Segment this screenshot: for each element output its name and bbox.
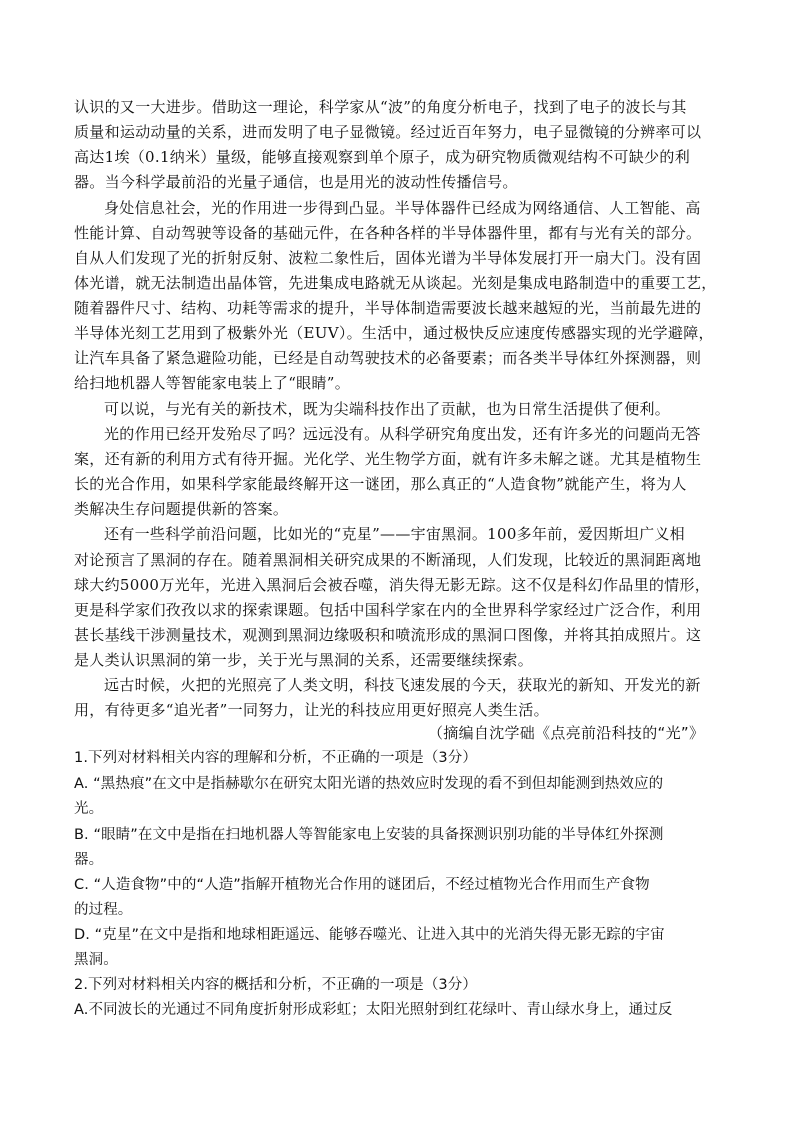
question-1-option-d: D. “克星”在文中是指和地球相距遥远、能够吞噬光、让进入其中的光消失得无影无踪的宇宙 [74, 927, 665, 943]
passage-line: 自从人们发现了光的折射反射、波粒二象性后，固体光谱为半导体发展打开一扇大门。没有固 [74, 249, 702, 267]
source-citation: （摘编自沈学础《点亮前沿科技的“光”》 [428, 724, 705, 742]
question-2-stem: 2.下列对材料相关内容的概括和分析，不正确的一项是（3分） [74, 977, 477, 993]
passage-line: 随着器件尺寸、结构、功耗等需求的提升，半导体制造需要波长越来越短的光，当前最先进的 [74, 299, 702, 317]
passage-line: 还有一些科学前沿问题，比如光的“克星”——宇宙黑洞。100多年前，爱因斯坦广义相 [104, 525, 685, 543]
passage-line: 性能计算、自动驾驶等设备的基础元件，在各种各样的半导体器件里，都有与光有关的部分。 [74, 224, 702, 242]
passage-line: 可以说，与光有关的新技术，既为尖端科技作出了贡献，也为日常生活提供了便利。 [104, 400, 671, 418]
passage-line: 认识的又一大进步。借助这一理论，科学家从“波”的角度分析电子，找到了电子的波长与其 [74, 98, 687, 116]
question-1-option-a-cont: 光。 [74, 801, 104, 817]
passage-line: 更是科学家们孜孜以求的探索课题。包括中国科学家在内的全世界科学家经过广泛合作，利用 [74, 601, 702, 619]
passage-line: 体光谱，就无法制造出晶体管，先进集成电路就无从谈起。光刻是集成电路制造中的重要工艺， [74, 274, 717, 292]
passage-line: 质量和运动动量的关系，进而发明了电子显微镜。经过近百年努力，电子显微镜的分辨率可以 [74, 123, 702, 141]
question-1-option-b: B. “眼睛”在文中是指在扫地机器人等智能家电上安装的具备探测识别功能的半导体红外探测 [74, 827, 664, 843]
passage-line: 让汽车具备了紧急避险功能，已经是自动驾驶技术的必备要素；而各类半导体红外探测器，则 [74, 349, 702, 367]
question-1-option-d-cont: 黑洞。 [74, 952, 118, 968]
passage-line: 光的作用已经开发殆尽了吗？远远没有。从科学研究角度出发，还有许多光的问题尚无答 [104, 425, 701, 443]
question-1-stem: 1.下列对材料相关内容的理解和分析，不正确的一项是（3分） [74, 750, 477, 766]
passage-line: 案，还有新的利用方式有待开掘。光化学、光生物学方面，就有许多未解之谜。尤其是植物生 [74, 450, 702, 468]
question-1-option-c: C. “人造食物”中的“人造”指解开植物光合作用的谜团后，不经过植物光合作用而生产食物 [74, 877, 650, 893]
passage-line: 给扫地机器人等智能家电装上了“眼睛”。 [74, 374, 351, 392]
passage-line: 用，有待更多“追光者”一同努力，让光的科技应用更好照亮人类生活。 [74, 701, 549, 719]
passage-line: 高达1埃（0.1纳米）量级，能够直接观察到单个原子，成为研究物质微观结构不可缺少的利 [74, 148, 691, 166]
passage-line: 对论预言了黑洞的存在。随着黑洞相关研究成果的不断涌现，人们发现，比较近的黑洞距离地 [74, 551, 702, 569]
passage-line: 长的光合作用，如果科学家能最终解开这一谜团，那么真正的“人造食物”就能产生，将为人 [74, 475, 687, 493]
passage-line: 半导体光刻工艺用到了极紫外光（EUV）。生活中，通过极快反应速度传感器实现的光学避障， [74, 324, 714, 342]
passage-line: 远古时候，火把的光照亮了人类文明，科技飞速发展的今天，获取光的新知、开发光的新 [104, 676, 701, 694]
passage-line: 是人类认识黑洞的第一步，关于光与黑洞的关系，还需要继续探索。 [74, 651, 534, 669]
passage-line: 类解决生存问题提供新的答案。 [74, 500, 289, 518]
question-2-option-a: A.不同波长的光通过不同角度折射形成彩虹；太阳光照射到红花绿叶、青山绿水身上，通过反 [74, 1002, 673, 1018]
question-1-option-b-cont: 器。 [74, 852, 104, 868]
passage-line: 身处信息社会，光的作用进一步得到凸显。半导体器件已经成为网络通信、人工智能、高 [104, 199, 701, 217]
question-1-option-a: A. “黑热痕”在文中是指赫歇尔在研究太阳光谱的热效应时发现的看不到但却能测到热效应的 [74, 776, 664, 792]
passage-line: 球大约5000万光年，光进入黑洞后会被吞噬，消失得无影无踪。这不仅是科幻作品里的情形， [74, 576, 711, 594]
passage-line: 甚长基线干涉测量技术，观测到黑洞边缘吸积和喷流形成的黑洞口图像，并将其拍成照片。这 [74, 626, 702, 644]
question-1-option-c-cont: 的过程。 [74, 902, 133, 918]
passage-line: 器。当今科学最前沿的光量子通信，也是用光的波动性传播信号。 [74, 173, 518, 191]
